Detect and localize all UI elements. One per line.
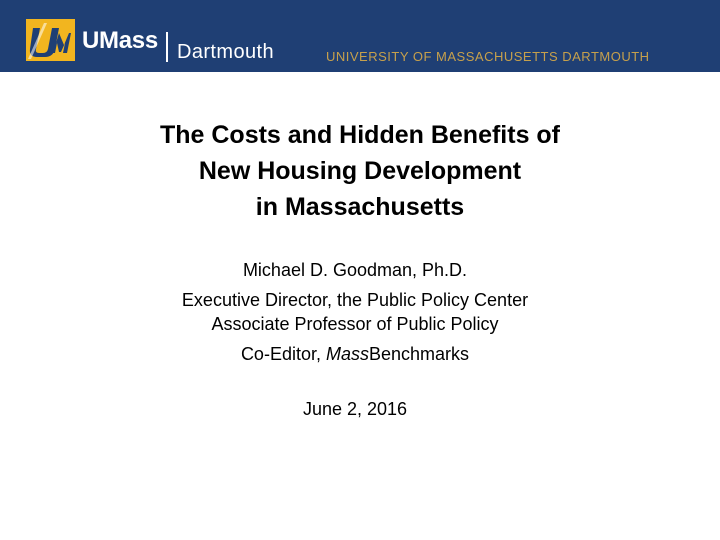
- role-text: Co-Editor,: [240, 344, 326, 364]
- author-role: Associate Professor of Public Policy: [211, 314, 499, 334]
- role-italic-text: Mass: [325, 344, 369, 364]
- presentation-date: June 2, 2016: [302, 399, 408, 419]
- title-line: in Massachusetts: [255, 193, 465, 221]
- umass-dartmouth-logo-icon: [26, 19, 75, 61]
- role-text: Benchmarks: [369, 344, 470, 364]
- title-line: The Costs and Hidden Benefits of: [159, 121, 561, 149]
- author-role: [60, 343, 650, 365]
- header-bar: [0, 0, 720, 72]
- author-name: Michael D. Goodman, Ph.D.: [242, 260, 468, 280]
- brand-separator: [166, 32, 168, 62]
- title-line: New Housing Development: [198, 157, 522, 185]
- brand-campus: Dartmouth: [177, 41, 274, 63]
- slide-title: [60, 117, 660, 225]
- university-name: UNIVERSITY OF MASSACHUSETTS DARTMOUTH: [326, 49, 650, 64]
- author-role: Executive Director, the Public Policy Center: [181, 290, 529, 310]
- brand-name: UMass: [82, 27, 158, 54]
